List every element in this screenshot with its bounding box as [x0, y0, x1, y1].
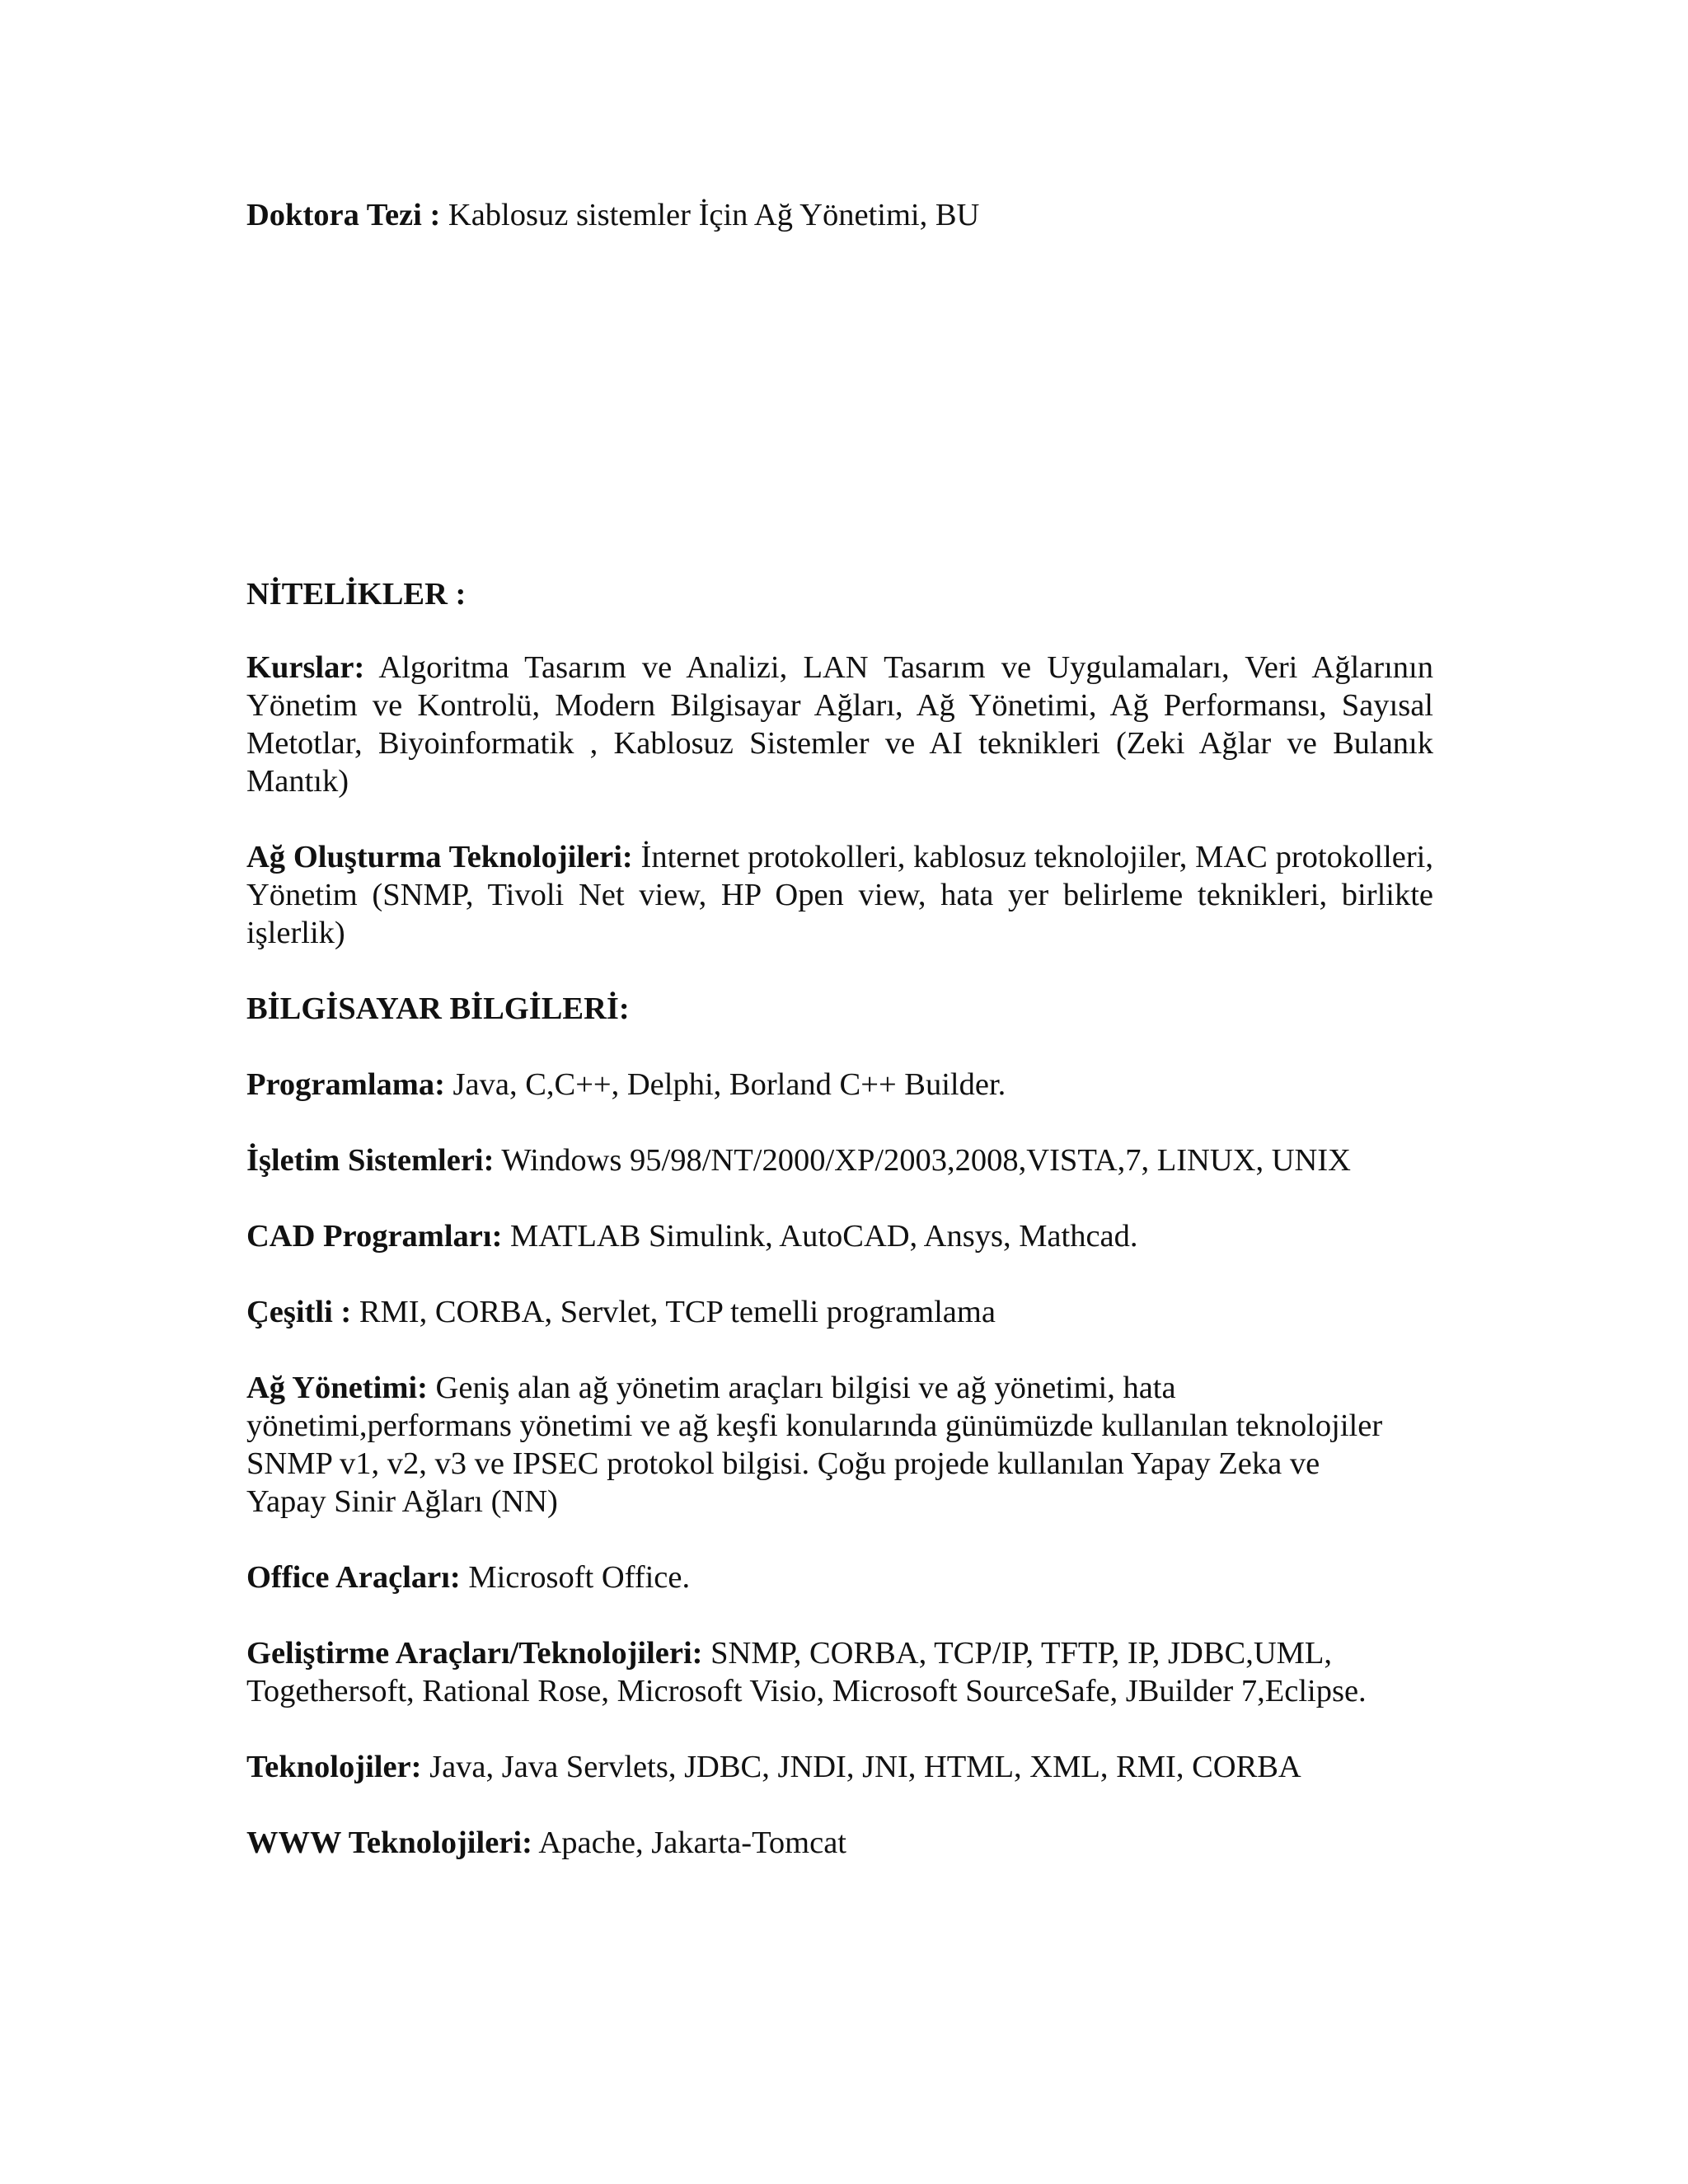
network-tech-paragraph: [246, 838, 1433, 952]
dev-tools-line-1: [246, 1634, 1433, 1672]
computer-heading: BİLGİSAYAR BİLGİLERİ:: [246, 991, 630, 1026]
courses-value: Algoritma Tasarım ve Analizi, LAN Tasarım ve Uygulamaları, Veri Ağlarının Yönetim ve Kontrolü, Modern Bilgisayar Ağları, Ağ Yönetimi, Ağ Performansı, Sayısal Metotlar, Biyoinformatik , Kablosuz Sistemler ve AI teknikleri (Zeki Ağlar ve Bulanık Mantık): [246, 650, 1433, 799]
cad-value: MATLAB Simulink, AutoCAD, Ansys, Mathcad.: [510, 1219, 1138, 1254]
net-mgmt-label: Ağ Yönetimi:: [246, 1371, 428, 1405]
technologies-label: Teknolojiler:: [246, 1750, 422, 1784]
office-value: Microsoft Office.: [468, 1560, 691, 1595]
net-mgmt-paragraph: [246, 1369, 1433, 1521]
www-line: [246, 1824, 1433, 1862]
programming-value: Java, C,C++, Delphi, Borland C++ Builder.: [452, 1067, 1006, 1102]
net-mgmt-line-3: SNMP v1, v2, v3 ve IPSEC protokol bilgisi. Çoğu projede kullanılan Yapay Zeka ve: [246, 1446, 1320, 1481]
technologies-line: [246, 1748, 1433, 1786]
thesis-label: Doktora Tezi :: [246, 198, 441, 232]
office-line: [246, 1558, 1433, 1596]
net-mgmt-text-1: Geniş alan ağ yönetim araçları bilgisi ve ağ yönetimi, hata: [435, 1371, 1176, 1405]
os-line: [246, 1141, 1433, 1179]
www-value: Apache, Jakarta-Tomcat: [538, 1825, 846, 1860]
network-tech-label: Ağ Oluşturma Teknolojileri:: [246, 840, 633, 874]
os-label: İşletim Sistemleri:: [246, 1143, 495, 1178]
courses-label: Kurslar:: [246, 650, 365, 685]
dev-tools-paragraph: [246, 1634, 1433, 1710]
dev-tools-label: Geliştirme Araçları/Teknolojileri:: [246, 1636, 703, 1671]
programming-line: [246, 1066, 1433, 1104]
technologies-value: Java, Java Servlets, JDBC, JNDI, JNI, HTML, XML, RMI, CORBA: [429, 1750, 1301, 1784]
cad-label: CAD Programları:: [246, 1219, 503, 1254]
courses-paragraph: [246, 649, 1433, 800]
dev-tools-text-1: SNMP, CORBA, TCP/IP, TFTP, IP, JDBC,UML,: [710, 1636, 1332, 1671]
programming-label: Programlama:: [246, 1067, 445, 1102]
misc-line: [246, 1293, 1433, 1331]
net-mgmt-line-1: [246, 1369, 1433, 1407]
net-mgmt-line-2: yönetimi,performans yönetimi ve ağ keşfi konularında günümüzde kullanılan teknolojiler: [246, 1408, 1383, 1443]
qualifications-heading: NİTELİKLER :: [246, 577, 467, 612]
thesis-line: [246, 196, 1433, 234]
misc-label: Çeşitli :: [246, 1295, 352, 1329]
dev-tools-line-2: Togethersoft, Rational Rose, Microsoft Visio, Microsoft SourceSafe, JBuilder 7,Eclipse.: [246, 1674, 1367, 1708]
os-value: Windows 95/98/NT/2000/XP/2003,2008,VISTA,7, LINUX, UNIX: [501, 1143, 1351, 1178]
office-label: Office Araçları:: [246, 1560, 461, 1595]
net-mgmt-line-4: Yapay Sinir Ağları (NN): [246, 1484, 558, 1519]
www-label: WWW Teknolojileri:: [246, 1825, 532, 1860]
cad-line: [246, 1217, 1433, 1255]
network-tech-value: İnternet protokolleri, kablosuz teknolojiler, MAC protokolleri, Yönetim (SNMP, Tivoli Net view, HP Open view, hata yer belirleme teknikleri, birlikte işlerlik): [246, 840, 1434, 950]
thesis-value: Kablosuz sistemler İçin Ağ Yönetimi, BU: [448, 198, 980, 232]
misc-value: RMI, CORBA, Servlet, TCP temelli programlama: [359, 1295, 996, 1329]
